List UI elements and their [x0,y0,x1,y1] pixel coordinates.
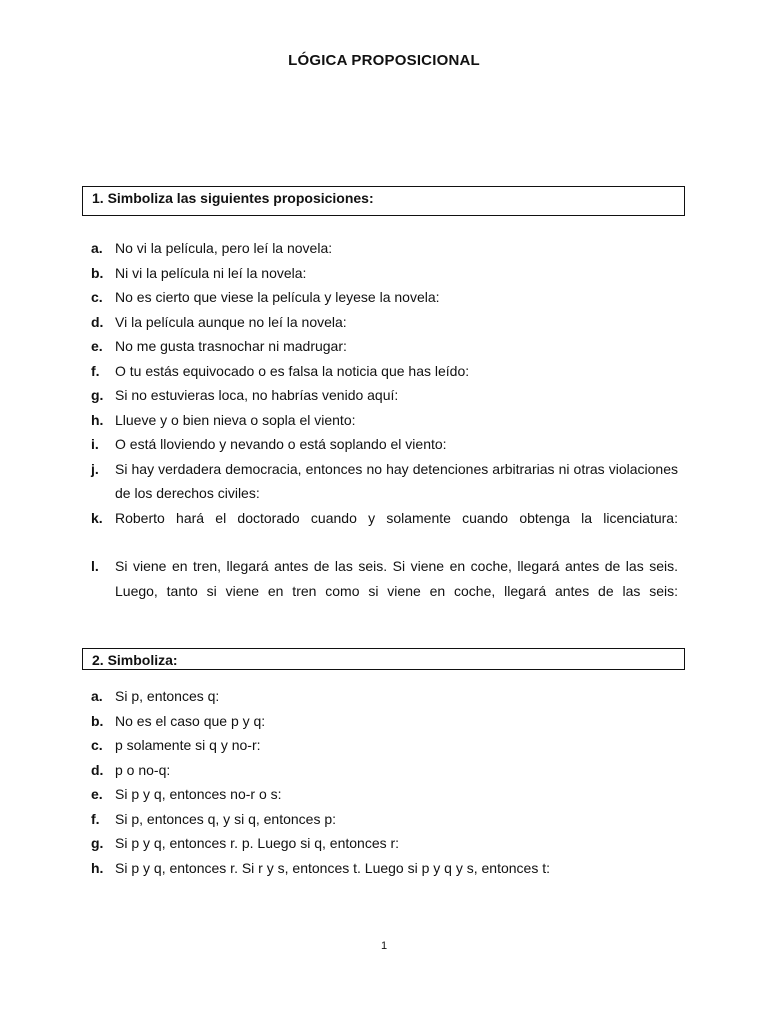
list-item [91,261,678,286]
list-item [91,733,678,758]
section-1-heading: 1. Simboliza las siguientes proposiciones: [82,186,685,216]
item-text: Si viene en tren, llegará antes de las seis. Si viene en coche, llegará antes de las seis. Luego, tanto si viene en tren como si viene en coche, llegará antes de las seis: [115,558,678,599]
item-letter: l. [91,558,99,574]
list-item [91,310,678,335]
list-item [91,383,678,408]
item-text: Si hay verdadera democracia, entonces no hay detenciones arbitrarias ni otras violaciones de los derechos civiles: [115,460,678,501]
item-letter: c. [91,737,103,753]
list-item [91,432,678,457]
list-item [91,408,678,433]
item-letter: d. [91,313,104,330]
item-text: No es el caso que p y q: [115,712,266,729]
item-text: Llueve y o bien nieva o sopla el viento: [115,411,356,428]
list-item [91,334,678,359]
item-letter: d. [91,761,104,778]
list-item [91,359,678,384]
item-letter: g. [91,835,104,851]
item-letter: e. [91,338,103,354]
section-2-list [91,684,678,880]
list-item [91,285,678,310]
item-text: Si p, entonces q: [115,688,220,704]
list-item [91,807,678,832]
item-letter: f. [91,362,100,379]
item-letter: k. [91,509,103,526]
item-letter: g. [91,387,104,403]
item-text: Si p y q, entonces r. p. Luego si q, entonces r: [115,835,400,851]
list-item [91,236,678,261]
item-letter: h. [91,411,104,428]
list-item [91,782,678,807]
item-text: p o no-q: [115,761,171,778]
item-text: Si p y q, entonces r. Si r y s, entonces t. Luego si p y q y s, entonces t: [115,859,551,876]
item-letter: h. [91,859,104,876]
list-item [91,758,678,783]
item-letter: i. [91,436,99,452]
item-letter: f. [91,810,100,827]
list-item [91,554,678,603]
item-text: O tu estás equivocado o es falsa la noticia que has leído: [115,362,470,379]
list-item [91,709,678,734]
list-item [91,831,678,856]
list-item [91,856,678,881]
item-text: O está lloviendo y nevando o está soplando el viento: [115,436,447,452]
list-item [91,457,678,506]
page-number: 1 [380,940,388,952]
item-text: Roberto hará el doctorado cuando y solamente cuando obtenga la licenciatura: [115,509,678,526]
item-letter: a. [91,240,103,256]
section-1-list [91,236,678,603]
item-text: p solamente si q y no-r: [115,737,261,753]
item-text: No me gusta trasnochar ni madrugar: [115,338,347,354]
item-text: Si no estuvieras loca, no habrías venido aquí: [115,387,399,403]
item-text: Si p y q, entonces no-r o s: [115,786,282,802]
item-text: Vi la película aunque no leí la novela: [115,313,347,330]
item-letter: e. [91,786,103,802]
item-letter: a. [91,688,103,704]
item-letter: b. [91,264,104,281]
item-text: No es cierto que viese la película y leyese la novela: [115,289,440,305]
item-letter: b. [91,712,104,729]
item-letter: j. [91,460,99,477]
list-item [91,684,678,709]
item-letter: c. [91,289,103,305]
item-text: Ni vi la película ni leí la novela: [115,264,307,281]
item-text: Si p, entonces q, y si q, entonces p: [115,810,337,827]
page-title: LÓGICA PROPOSICIONAL [288,52,480,69]
list-item [91,506,678,531]
item-text: No vi la película, pero leí la novela: [115,240,333,256]
section-2-heading: 2. Simboliza: [82,648,685,670]
